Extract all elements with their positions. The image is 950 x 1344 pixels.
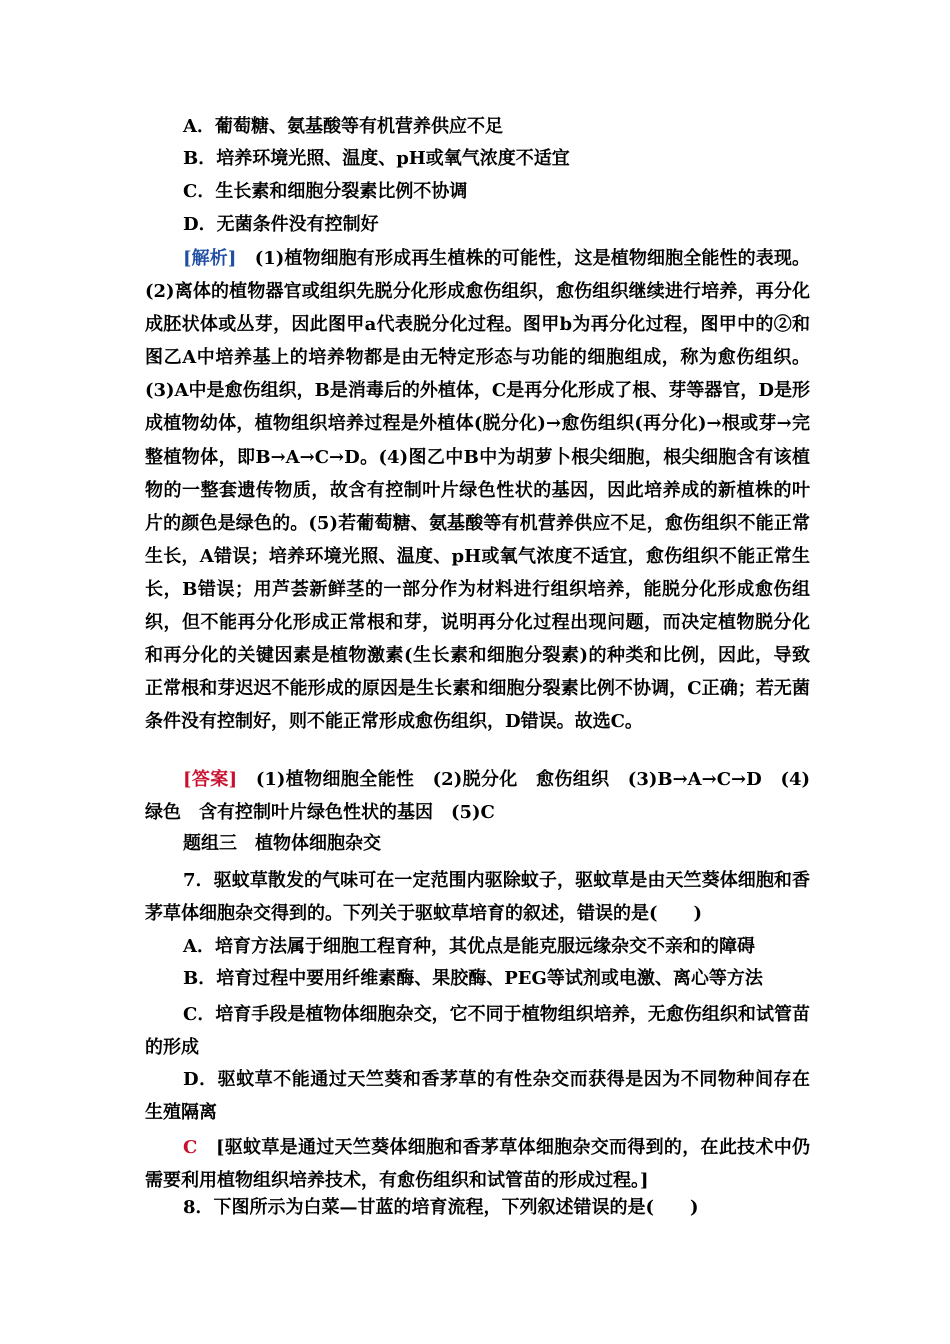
question-7-answer-text: [驱蚊草是通过天竺葵体细胞和香茅草体细胞杂交而得到的，在此技术中仍需要利用植物组织培养技术，有愈伤组织和试管苗的形成过程。] [145,1137,811,1192]
question-8-stem: 8．下图所示为白菜—甘蓝的培育流程，下列叙述错误的是( ) [183,1197,699,1218]
question-7-option-a: A．培育方法属于细胞工程育种，其优点是能克服远缘杂交不亲和的障碍 [183,936,755,957]
analysis-paragraph [145,242,810,738]
question-7-answer-letter: C [183,1137,198,1158]
option-a-prev: A．葡萄糖、氨基酸等有机营养供应不足 [183,116,503,137]
question-7-option-d: D．驱蚊草不能通过天竺葵和香茅草的有性杂交而获得是因为不同物种间存在生殖隔离 [145,1069,810,1124]
option-b-prev: B．培养环境光照、温度、pH或氧气浓度不适宜 [183,148,570,169]
answer-text: (1)植物细胞全能性 (2)脱分化 愈伤组织 (3)B→A→C→D (4)绿色 含有控制叶片绿色性状的基因 (5)C [145,769,811,824]
answer-tag: [答案] [183,769,238,790]
question-7-stem: 7．驱蚊草散发的气味可在一定范围内驱除蚊子，驱蚊草是由天竺葵体细胞和香茅草体细胞杂交得到的。下列关于驱蚊草培育的叙述，错误的是( ) [145,870,810,925]
option-c-prev: C．生长素和细胞分裂素比例不协调 [183,181,468,202]
group-title: 题组三 植物体细胞杂交 [183,833,381,854]
question-7-option-b: B．培育过程中要用纤维素酶、果胶酶、PEG等试剂或电激、离心等方法 [183,968,763,989]
answer-paragraph [145,763,810,829]
analysis-text: (1)植物细胞有形成再生植株的可能性，这是植物细胞全能性的表现。(2)离体的植物器官或组织先脱分化形成愈伤组织，愈伤组织继续进行培养，再分化成胚状体或丛芽，因此图甲a代表脱分化过程。图甲b为再分化过程，图甲中的②和图乙A中培养基上的培养物都是由无特定形态与功能的细胞组成，称为愈伤组织。(3)A中是愈伤组织，B是消毒后的外植体，C是再分化形成了根、芽等器官，D是形成植物幼体，植物组织培养过程是外植体(脱分化)→愈伤组织(再分化)→根或芽→完整植物体，即B→A→C→D。(4)图乙中B中为胡萝卜根尖细胞，根尖细胞含有该植物的一整套遗传物质，故含有控制叶片绿色性状的基因，因此培养成的新植株的叶片的颜色是绿色的。(5)若葡萄糖、氨基酸等有机营养供应不足，愈伤组织不能正常生长，A错误；培养环境光照、温度、pH或氧气浓度不适宜，愈伤组织不能正常生长，B错误；用芦荟新鲜茎的一部分作为材料进行组织培养，能脱分化形成愈伤组织，但不能再分化形成正常根和芽，说明再分化过程出现问题，而决定植物脱分化和再分化的关键因素是植物激素(生长素和细胞分裂素)的种类和比例，因此，导致正常根和芽迟迟不能形成的原因是生长素和细胞分裂素比例不协调，C正确；若无菌条件没有控制好，则不能正常形成愈伤组织，D错误。故选C。 [145,248,810,733]
option-d-prev: D．无菌条件没有控制好 [183,214,379,235]
analysis-tag: [解析] [183,248,237,269]
question-7-answer [145,1131,810,1197]
question-7-option-c: C．培育手段是植物体细胞杂交，它不同于植物组织培养，无愈伤组织和试管苗的形成 [145,1004,810,1059]
